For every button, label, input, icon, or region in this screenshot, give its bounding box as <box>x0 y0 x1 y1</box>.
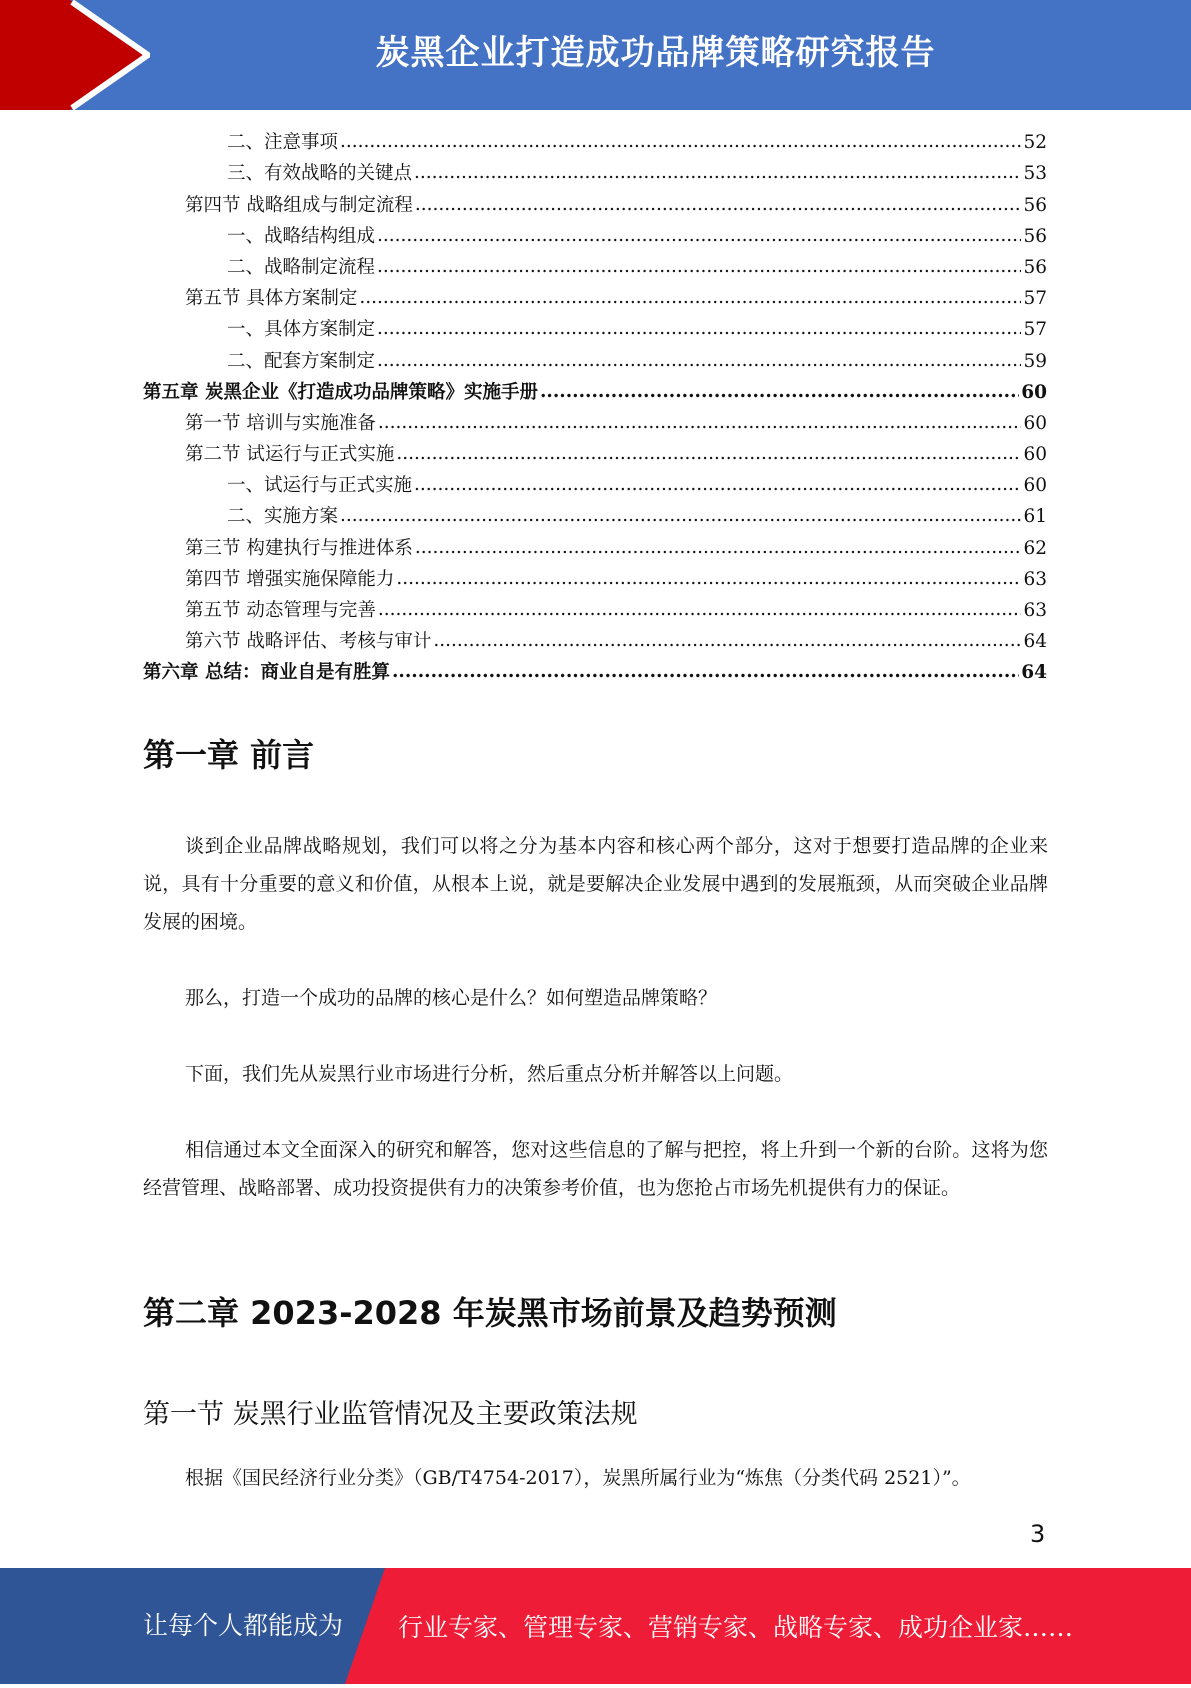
footer-slogan-left: 让每个人都能成为 <box>143 1611 344 1640</box>
toc-entry-page: 64 <box>1023 631 1047 653</box>
toc-dot-leader <box>433 625 1021 656</box>
toc-entry-title: 二、注意事项 <box>227 132 339 154</box>
toc-entry-page: 60 <box>1023 412 1047 434</box>
toc-entry[interactable] <box>143 470 1047 501</box>
toc-entry-title: 第六章 总结：商业自是有胜算 <box>143 662 390 684</box>
toc-dot-leader <box>378 407 1022 438</box>
toc-entry-title: 第三节 构建执行与推进体系 <box>185 537 413 559</box>
toc-entry[interactable] <box>143 127 1047 158</box>
toc-entry-page: 60 <box>1021 381 1047 403</box>
toc-entry-title: 第五节 动态管理与完善 <box>185 600 376 621</box>
toc-dot-leader <box>340 500 1021 531</box>
toc-entry-title: 第四节 增强实施保障能力 <box>185 568 395 590</box>
toc-entry[interactable] <box>143 439 1047 470</box>
toc-entry-title: 一、试运行与正式实施 <box>227 475 413 497</box>
toc-entry[interactable] <box>143 657 1047 688</box>
page-header <box>0 0 1191 110</box>
toc-entry[interactable] <box>143 158 1047 189</box>
toc-entry-title: 二、配套方案制定 <box>227 350 376 372</box>
toc-entry[interactable] <box>143 408 1047 439</box>
toc-entry-page: 63 <box>1023 600 1047 621</box>
toc-entry-title: 第四节 战略组成与制定流程 <box>185 194 413 216</box>
toc-entry-title: 第一节 培训与实施准备 <box>185 412 376 434</box>
toc-entry-page: 64 <box>1021 662 1047 684</box>
toc-entry-page: 56 <box>1023 225 1047 247</box>
toc-entry[interactable] <box>143 252 1047 283</box>
toc-entry[interactable] <box>143 595 1047 626</box>
chapter-1-paragraph-1: 谈到企业品牌战略规划，我们可以将之分为基本内容和核心两个部分，这对于想要打造品牌的企业来说，具有十分重要的意义和价值，从根本上说，就是要解决企业发展中遇到的发展瓶颈，从而突破企业品牌发展的困境。 <box>143 835 1048 933</box>
toc-entry[interactable] <box>143 189 1047 220</box>
chapter-2-heading: 第二章 2023-2028 年炭黑市场前景及趋势预测 <box>143 1294 837 1332</box>
toc-entry-title: 第二节 试运行与正式实施 <box>185 444 395 466</box>
table-of-contents <box>143 127 1047 688</box>
toc-entry-title: 第六节 战略评估、考核与审计 <box>185 631 432 653</box>
report-title: 炭黑企业打造成功品牌策略研究报告 <box>375 33 936 73</box>
toc-dot-leader <box>396 563 1021 594</box>
toc-entry-title: 三、有效战略的关键点 <box>227 163 413 185</box>
toc-entry[interactable] <box>143 532 1047 563</box>
toc-entry-title: 二、战略制定流程 <box>227 256 376 278</box>
toc-entry[interactable] <box>143 283 1047 314</box>
toc-entry-title: 一、具体方案制定 <box>227 319 376 341</box>
toc-entry-title: 第五章 炭黑企业《打造成功品牌策略》实施手册 <box>143 381 538 403</box>
toc-entry-page: 61 <box>1023 506 1047 528</box>
toc-dot-leader <box>396 438 1021 469</box>
toc-dot-leader <box>340 126 1021 157</box>
chapter-1-paragraph-3: 下面，我们先从炭黑行业市场进行分析，然后重点分析并解答以上问题。 <box>185 1063 794 1085</box>
toc-entry-page: 59 <box>1023 350 1047 372</box>
toc-entry[interactable] <box>143 314 1047 345</box>
toc-entry-page: 57 <box>1023 319 1047 341</box>
chapter-1-paragraph-4: 相信通过本文全面深入的研究和解答，您对这些信息的了解与把控，将上升到一个新的台阶。这将为您经营管理、战略部署、成功投资提供有力的决策参考价值，也为您抢占市场先机提供有力的保证。 <box>143 1139 1048 1199</box>
page-footer <box>0 1568 1191 1684</box>
toc-entry-page: 62 <box>1023 537 1047 559</box>
toc-entry-page: 56 <box>1023 194 1047 216</box>
toc-entry[interactable] <box>143 221 1047 252</box>
toc-dot-leader <box>377 220 1021 251</box>
toc-entry-page: 56 <box>1023 256 1047 278</box>
toc-entry-page: 52 <box>1023 132 1047 154</box>
chapter-1-heading: 第一章 前言 <box>143 736 315 774</box>
toc-entry-page: 53 <box>1023 163 1047 185</box>
toc-entry[interactable] <box>143 345 1047 376</box>
toc-entry-title: 第五节 具体方案制定 <box>185 288 358 310</box>
toc-entry-title: 一、战略结构组成 <box>227 225 376 247</box>
toc-dot-leader <box>377 345 1021 376</box>
section-1-heading: 第一节 炭黑行业监管情况及主要政策法规 <box>143 1399 638 1430</box>
section-1-paragraph: 根据《国民经济行业分类》（GB/T4754-2017），炭黑所属行业为“炼焦（分类代码 2521）”。 <box>185 1467 971 1489</box>
toc-dot-leader <box>392 656 1019 687</box>
toc-entry-title: 二、实施方案 <box>227 506 339 528</box>
toc-entry-page: 57 <box>1023 288 1047 310</box>
toc-entry[interactable] <box>143 626 1047 657</box>
toc-entry-page: 60 <box>1023 444 1047 466</box>
toc-entry[interactable] <box>143 564 1047 595</box>
toc-entry-page: 60 <box>1023 475 1047 497</box>
toc-dot-leader <box>378 594 1022 625</box>
toc-dot-leader <box>414 469 1021 500</box>
toc-entry[interactable] <box>143 377 1047 408</box>
page-number: 3 <box>1030 1520 1046 1548</box>
header-arrow-graphic <box>0 0 150 110</box>
toc-dot-leader <box>415 189 1022 220</box>
toc-dot-leader <box>359 282 1021 313</box>
toc-dot-leader <box>415 532 1022 563</box>
chapter-1-paragraph-2: 那么，打造一个成功的品牌的核心是什么？如何塑造品牌策略？ <box>185 987 718 1009</box>
toc-dot-leader <box>377 313 1021 344</box>
toc-dot-leader <box>377 251 1021 282</box>
toc-entry-page: 63 <box>1023 568 1047 590</box>
toc-dot-leader <box>540 376 1019 407</box>
toc-entry[interactable] <box>143 501 1047 532</box>
toc-dot-leader <box>414 157 1021 188</box>
footer-slogan-right: 行业专家、管理专家、营销专家、战略专家、成功企业家…… <box>398 1613 1074 1642</box>
